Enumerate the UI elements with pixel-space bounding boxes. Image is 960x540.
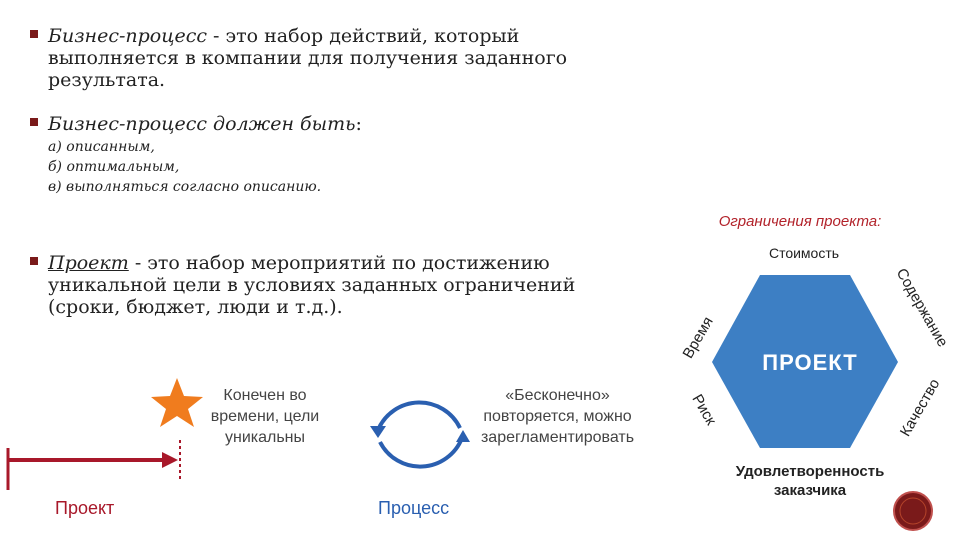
customer-satisfaction-line1: Удовлетворенность xyxy=(735,463,885,480)
constraints-title: Ограничения проекта: xyxy=(718,213,882,230)
bullet-marker xyxy=(30,257,38,265)
caption-line: времени, цели xyxy=(210,408,320,425)
requirement-item-b: б) оптимальным, xyxy=(48,159,180,175)
bullet-marker xyxy=(30,30,38,38)
requirements-heading: Бизнес-процесс должен быть xyxy=(48,113,356,135)
bullet-project xyxy=(30,252,575,318)
bullet-text xyxy=(48,113,362,135)
caption-line: уникальны xyxy=(224,429,306,446)
bullet-line: выполняется в компании для получения заданного xyxy=(48,47,568,69)
bullet-process-requirements xyxy=(30,113,362,135)
process-caption xyxy=(470,385,645,448)
constraint-scope: Содержание xyxy=(892,265,952,350)
constraint-quality: Качество xyxy=(896,376,944,440)
bullet-line: (сроки, бюджет, люди и т.д.). xyxy=(48,296,343,318)
bullet-line: уникальной цели в условиях заданных ограничений xyxy=(48,274,576,296)
caption-line: «Бесконечно» xyxy=(505,387,610,404)
term-business-process: Бизнес-процесс xyxy=(48,25,208,47)
bullet-text xyxy=(48,25,567,91)
caption-line: повторяется, можно xyxy=(483,408,632,425)
process-cycle-icon xyxy=(370,403,470,467)
bullet-text-rest: - это набор действий, который xyxy=(207,25,520,47)
bullet-business-process xyxy=(30,25,567,91)
requirements-colon: : xyxy=(355,113,362,135)
goal-star-icon xyxy=(151,378,203,427)
constraint-time: Время xyxy=(679,313,717,362)
constraint-risk: Риск xyxy=(688,391,720,429)
caption-line: Конечен во xyxy=(223,387,307,404)
requirement-item-c: в) выполняться согласно описанию. xyxy=(48,179,322,195)
term-project: Проект xyxy=(48,252,129,274)
bullet-text xyxy=(48,252,575,318)
constraint-cost: Стоимость xyxy=(768,245,840,261)
project-caption xyxy=(205,385,325,448)
bullet-line: результата. xyxy=(48,69,166,91)
hexagon-center-label: ПРОЕКТ xyxy=(762,350,858,375)
timeline-arrowhead xyxy=(162,452,178,468)
process-label: Процесс xyxy=(378,498,450,518)
bullet-text-rest: - это набор мероприятий по достижению xyxy=(128,252,550,274)
requirement-item-a: а) описанным, xyxy=(48,139,155,155)
customer-satisfaction-line2: заказчика xyxy=(773,482,847,499)
project-label: Проект xyxy=(55,498,115,518)
project-constraints-diagram xyxy=(660,200,960,540)
bullet-marker xyxy=(30,118,38,126)
caption-line: зарегламентировать xyxy=(480,429,635,446)
